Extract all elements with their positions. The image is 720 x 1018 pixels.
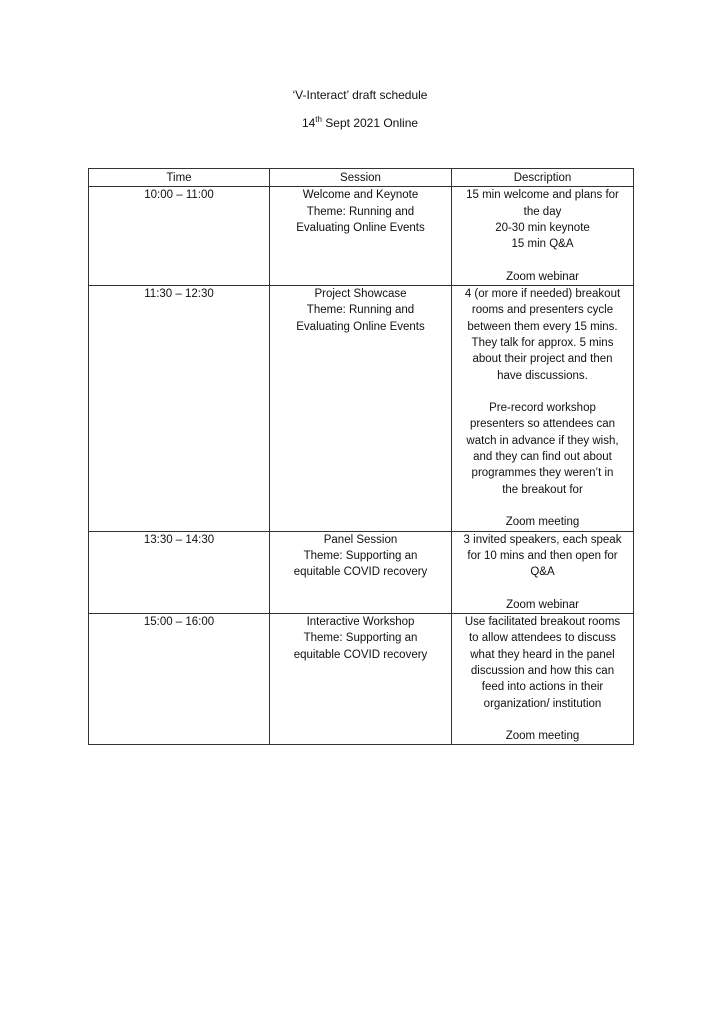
session-line: Evaluating Online Events (296, 221, 425, 234)
description-line: organization/ institution (483, 697, 602, 710)
session-line: Project Showcase (314, 288, 407, 301)
document-date (0, 116, 720, 130)
description-line: programmes they weren’t in (471, 467, 614, 480)
date-day: 14 (301, 116, 316, 130)
session-line: Theme: Running and (306, 205, 415, 218)
description-line: feed into actions in their (481, 681, 604, 694)
description-line (456, 384, 629, 400)
description-line: Zoom meeting (505, 730, 580, 743)
description-line (456, 498, 629, 514)
description-line: the breakout for (502, 483, 583, 496)
description-line: to allow attendees to discuss (468, 632, 617, 645)
description-line (456, 252, 629, 268)
description-line: 3 invited speakers, each speak (463, 533, 622, 546)
session-line: equitable COVID recovery (293, 566, 428, 579)
description-line: 20-30 min keynote (495, 221, 590, 234)
description-line: watch in advance if they wish, (466, 434, 619, 447)
session-cell (270, 614, 452, 745)
header-session: Session (270, 169, 452, 187)
description-cell (452, 531, 634, 613)
session-line: Panel Session (323, 533, 398, 546)
header-description: Description (452, 169, 634, 187)
description-cell (452, 286, 634, 531)
session-line: equitable COVID recovery (293, 648, 428, 661)
time-cell: 11:30 – 12:30 (89, 286, 270, 531)
description-line: 15 min Q&A (511, 238, 574, 251)
session-line: Interactive Workshop (306, 616, 415, 629)
session-cell (270, 286, 452, 531)
description-line: Zoom meeting (505, 516, 580, 529)
session-line: Welcome and Keynote (302, 189, 419, 202)
table-row (89, 614, 634, 745)
document-title: ‘V-Interact’ draft schedule (292, 88, 428, 102)
description-line: discussion and how this can (470, 664, 615, 677)
session-line: Evaluating Online Events (296, 320, 425, 333)
description-line: and they can find out about (473, 451, 612, 464)
description-line: Use facilitated breakout rooms (464, 616, 621, 629)
description-line: what they heard in the panel (470, 648, 615, 661)
table-row (89, 187, 634, 286)
header-time: Time (89, 169, 270, 187)
time-cell: 15:00 – 16:00 (89, 614, 270, 745)
description-line: Zoom webinar (506, 270, 579, 283)
description-line: about their project and then (472, 353, 613, 366)
session-line: Theme: Supporting an (303, 549, 418, 562)
description-line: have discussions. (497, 369, 588, 382)
description-line: They talk for approx. 5 mins (471, 336, 614, 349)
session-line: Theme: Running and (306, 304, 415, 317)
description-line (456, 580, 629, 596)
time-cell: 13:30 – 14:30 (89, 531, 270, 613)
description-cell (452, 187, 634, 286)
date-suffix: th (315, 115, 322, 124)
description-line: rooms and presenters cycle (471, 304, 614, 317)
description-line: presenters so attendees can (469, 418, 616, 431)
session-line: Theme: Supporting an (303, 632, 418, 645)
session-cell (270, 187, 452, 286)
description-line: Q&A (530, 566, 555, 579)
description-line: the day (523, 205, 562, 218)
description-line (456, 712, 629, 728)
description-line: for 10 mins and then open for (467, 549, 618, 562)
description-cell (452, 614, 634, 745)
description-line: Pre-record workshop (489, 402, 596, 415)
schedule-table (88, 168, 634, 745)
table-row (89, 286, 634, 531)
header-row (89, 169, 634, 187)
description-line: Zoom webinar (506, 598, 579, 611)
description-line: 15 min welcome and plans for (466, 189, 619, 202)
time-cell: 10:00 – 11:00 (89, 187, 270, 286)
date-rest: Sept 2021 Online (321, 116, 419, 130)
session-cell (270, 531, 452, 613)
description-line: between them every 15 mins. (467, 320, 618, 333)
table-row (89, 531, 634, 613)
description-line: 4 (or more if needed) breakout (464, 288, 621, 301)
